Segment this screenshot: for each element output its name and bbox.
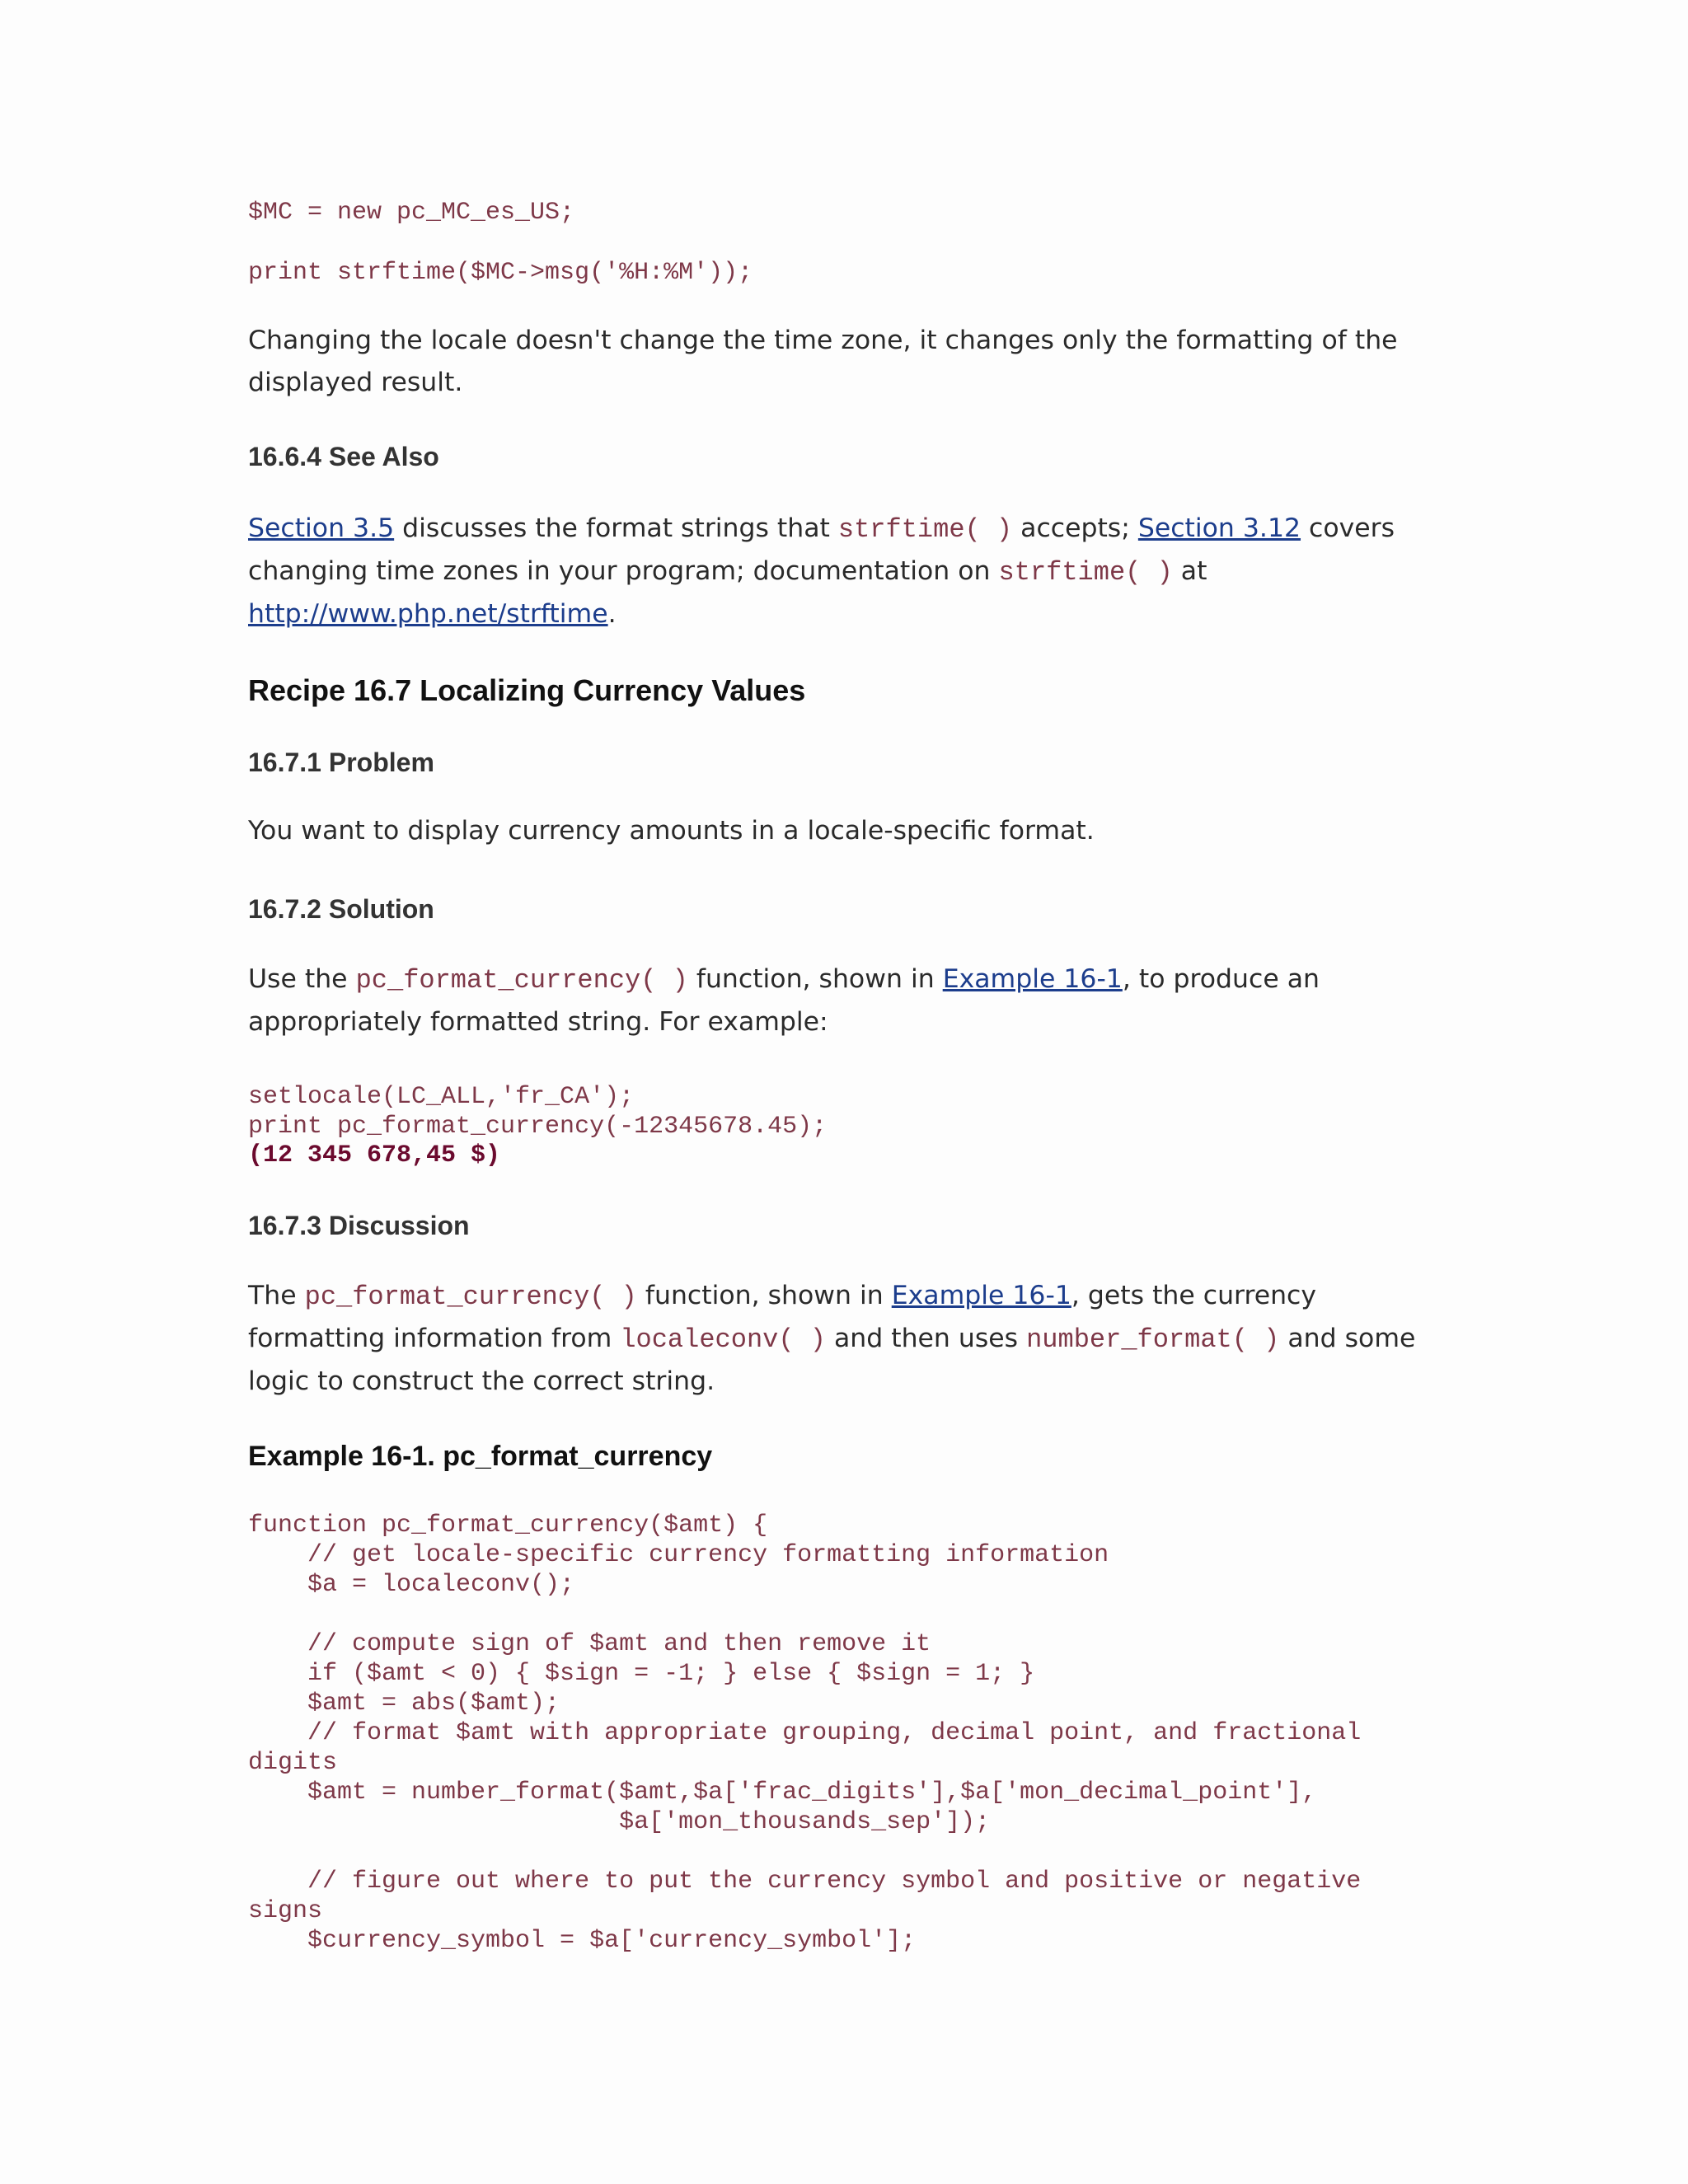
see-also-text-5: . <box>607 599 617 629</box>
see-also-text-2: accepts; <box>1012 513 1138 543</box>
discussion-text-3: , gets the currency formatting information from <box>248 1281 1317 1353</box>
code-localeconv: localeconv( ) <box>620 1324 826 1355</box>
heading-problem: 16.7.1 Problem <box>248 748 434 777</box>
solution-text-2: function, shown in <box>687 964 943 994</box>
discussion-text-1: The <box>248 1281 305 1310</box>
link-section-3-12[interactable]: Section 3.12 <box>1137 513 1301 543</box>
code-line-print-strftime: print strftime($MC->msg('%H:%M')); <box>248 259 753 287</box>
code-number-format: number_format( ) <box>1026 1324 1280 1355</box>
code-strftime: strftime( ) <box>998 557 1173 588</box>
code-output: (12 345 678,45 $) <box>248 1141 501 1169</box>
solution-text-1: Use the <box>248 964 356 994</box>
link-section-3-5[interactable]: Section 3.5 <box>248 513 395 543</box>
paragraph-problem: You want to display currency amounts in a locale-specific format. <box>248 816 1095 846</box>
heading-recipe-16-7: Recipe 16.7 Localizing Currency Values <box>248 673 806 707</box>
code-example-pc-format-currency: function pc_format_currency($amt) { // get locale-specific currency formatting information $a = localeconv(); // compute sign of $amt and then remove it if ($amt < 0) { $sign = -1; } else { $sign = 1; } $amt = abs($amt); // format $amt with appropriate grouping, decimal point, and fractional digits $amt = number_format($amt,$a['frac_digits'],$a['mon_decimal_point'], $a['mon_thousands_sep']); // figure out where to put the currency symbol and positive or negative signs $currency_symbol = $a['currency_symbol']; <box>248 1511 1362 1955</box>
discussion-text-2: function, shown in <box>636 1281 892 1310</box>
discussion-text-4: and then uses <box>825 1324 1027 1353</box>
link-php-strftime[interactable]: http://www.php.net/strftime <box>248 599 608 629</box>
see-also-text-1: discusses the format strings that <box>394 513 838 543</box>
code-line-setlocale: setlocale(LC_ALL,'fr_CA'); <box>248 1083 635 1111</box>
paragraph-see-also <box>248 508 1443 635</box>
see-also-text-4: at <box>1172 556 1207 586</box>
code-strftime: strftime( ) <box>837 514 1013 545</box>
link-example-16-1[interactable]: Example 16-1 <box>942 964 1123 994</box>
code-line-new-mc: $MC = new pc_MC_es_US; <box>248 199 575 227</box>
paragraph-solution <box>248 958 1443 1043</box>
code-pc-format-currency: pc_format_currency( ) <box>355 965 688 996</box>
code-pc-format-currency: pc_format_currency( ) <box>304 1282 637 1312</box>
heading-example-16-1: Example 16-1. pc_format_currency <box>248 1441 713 1472</box>
heading-solution: 16.7.2 Solution <box>248 894 434 924</box>
paragraph-discussion <box>248 1275 1443 1403</box>
link-example-16-1[interactable]: Example 16-1 <box>891 1281 1071 1310</box>
see-also-text-3: covers changing time zones in your program; documentation on <box>248 513 1395 586</box>
heading-see-also: 16.6.4 See Also <box>248 442 439 471</box>
code-line-print-currency: print pc_format_currency(-12345678.45); <box>248 1113 828 1141</box>
paragraph-locale-note: Changing the locale doesn't change the time zone, it changes only the formatting of the displayed result. <box>248 326 1398 397</box>
solution-text-3: , to produce an appropriately formatted string. For example: <box>248 964 1320 1037</box>
discussion-text-5: and some logic to construct the correct string. <box>248 1324 1416 1396</box>
heading-discussion: 16.7.3 Discussion <box>248 1211 470 1240</box>
